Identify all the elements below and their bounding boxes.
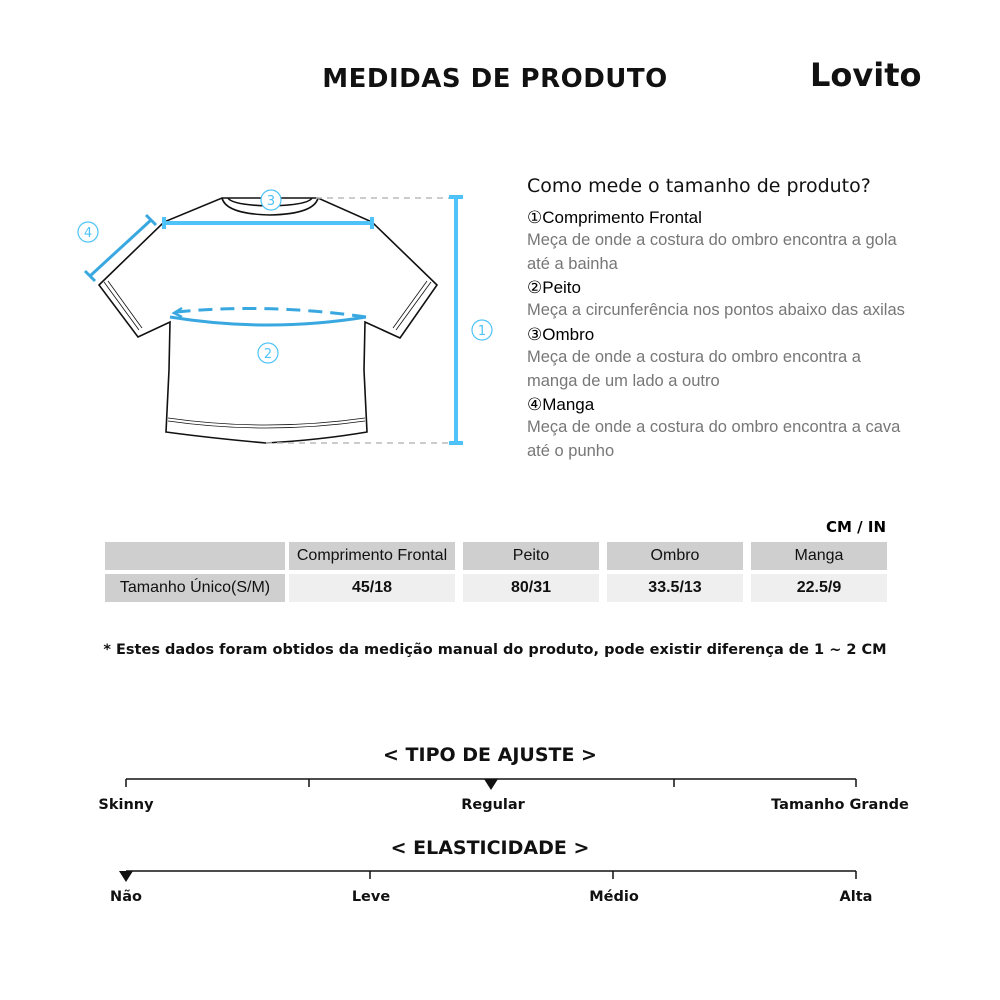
- fit-selected-marker: [484, 779, 498, 790]
- table-row-label: Tamanho Único(S/M): [105, 574, 285, 602]
- elasticity-label-light: Leve: [351, 889, 391, 905]
- guide-item-title: ④Manga: [527, 395, 595, 414]
- marker-4: 4: [83, 226, 93, 241]
- brand-logo: Lovito: [810, 56, 922, 94]
- fit-type-title: < TIPO DE AJUSTE >: [383, 744, 597, 766]
- guide-item-desc: Meça de onde a costura do ombro encontra a gola: [527, 231, 897, 249]
- measure-lines: [85, 197, 463, 443]
- fit-label-skinny: Skinny: [98, 797, 154, 813]
- elasticity-label-none: Não: [110, 889, 142, 905]
- guide-item-desc: manga de um lado a outro: [527, 371, 720, 390]
- guide-item-front-length: [527, 206, 897, 276]
- fit-label-regular: Regular: [461, 797, 525, 813]
- guide-item-desc: até a bainha: [527, 254, 618, 273]
- marker-3: 3: [266, 194, 276, 209]
- guide-item-sleeve: [527, 393, 900, 463]
- elasticity-label-medium: Médio: [589, 889, 639, 905]
- guide-item-title: ②Peito: [527, 278, 581, 297]
- table-cell: 22.5/9: [751, 574, 887, 602]
- guide-item-desc: Meça de onde a costura do ombro encontra a cava: [527, 418, 901, 436]
- guide-item-chest: [527, 276, 905, 323]
- marker-1: 1: [477, 324, 487, 339]
- tshirt-outline: [99, 198, 437, 443]
- unit-label: CM / IN: [826, 518, 886, 536]
- table-header-cell: Ombro: [607, 542, 743, 570]
- table-header-cell: [105, 542, 285, 570]
- guide-item-desc: até o punho: [527, 441, 615, 460]
- guide-item-title: ①Comprimento Frontal: [527, 208, 702, 227]
- table-header-cell: Comprimento Frontal: [289, 542, 455, 570]
- elasticity-selected-marker: [119, 871, 133, 882]
- elasticity-scale: [0, 862, 1000, 882]
- guide-item-desc: Meça de onde a costura do ombro encontra a: [527, 348, 861, 366]
- elasticity-label-high: Alta: [839, 889, 873, 905]
- table-cell: 33.5/13: [607, 574, 743, 602]
- guide-item-title: ③Ombro: [527, 325, 595, 344]
- table-header-cell: Manga: [751, 542, 887, 570]
- table-header-cell: Peito: [463, 542, 599, 570]
- table-cell: 80/31: [463, 574, 599, 602]
- marker-2: 2: [263, 347, 273, 362]
- guide-item-desc: Meça a circunferência nos pontos abaixo das axilas: [527, 301, 905, 319]
- guide-heading: Como mede o tamanho de produto?: [527, 175, 871, 197]
- table-cell: 45/18: [289, 574, 455, 602]
- elasticity-title: < ELASTICIDADE >: [390, 837, 590, 859]
- measurement-note: * Estes dados foram obtidos da medição manual do produto, pode existir diferença de 1 ~ 2 CM: [103, 642, 887, 658]
- fit-scale: [0, 770, 1000, 790]
- tshirt-diagram: [0, 0, 520, 480]
- fit-label-large: Tamanho Grande: [771, 797, 909, 813]
- page-title: MEDIDAS DE PRODUTO: [322, 64, 668, 94]
- guide-item-shoulder: [527, 323, 861, 393]
